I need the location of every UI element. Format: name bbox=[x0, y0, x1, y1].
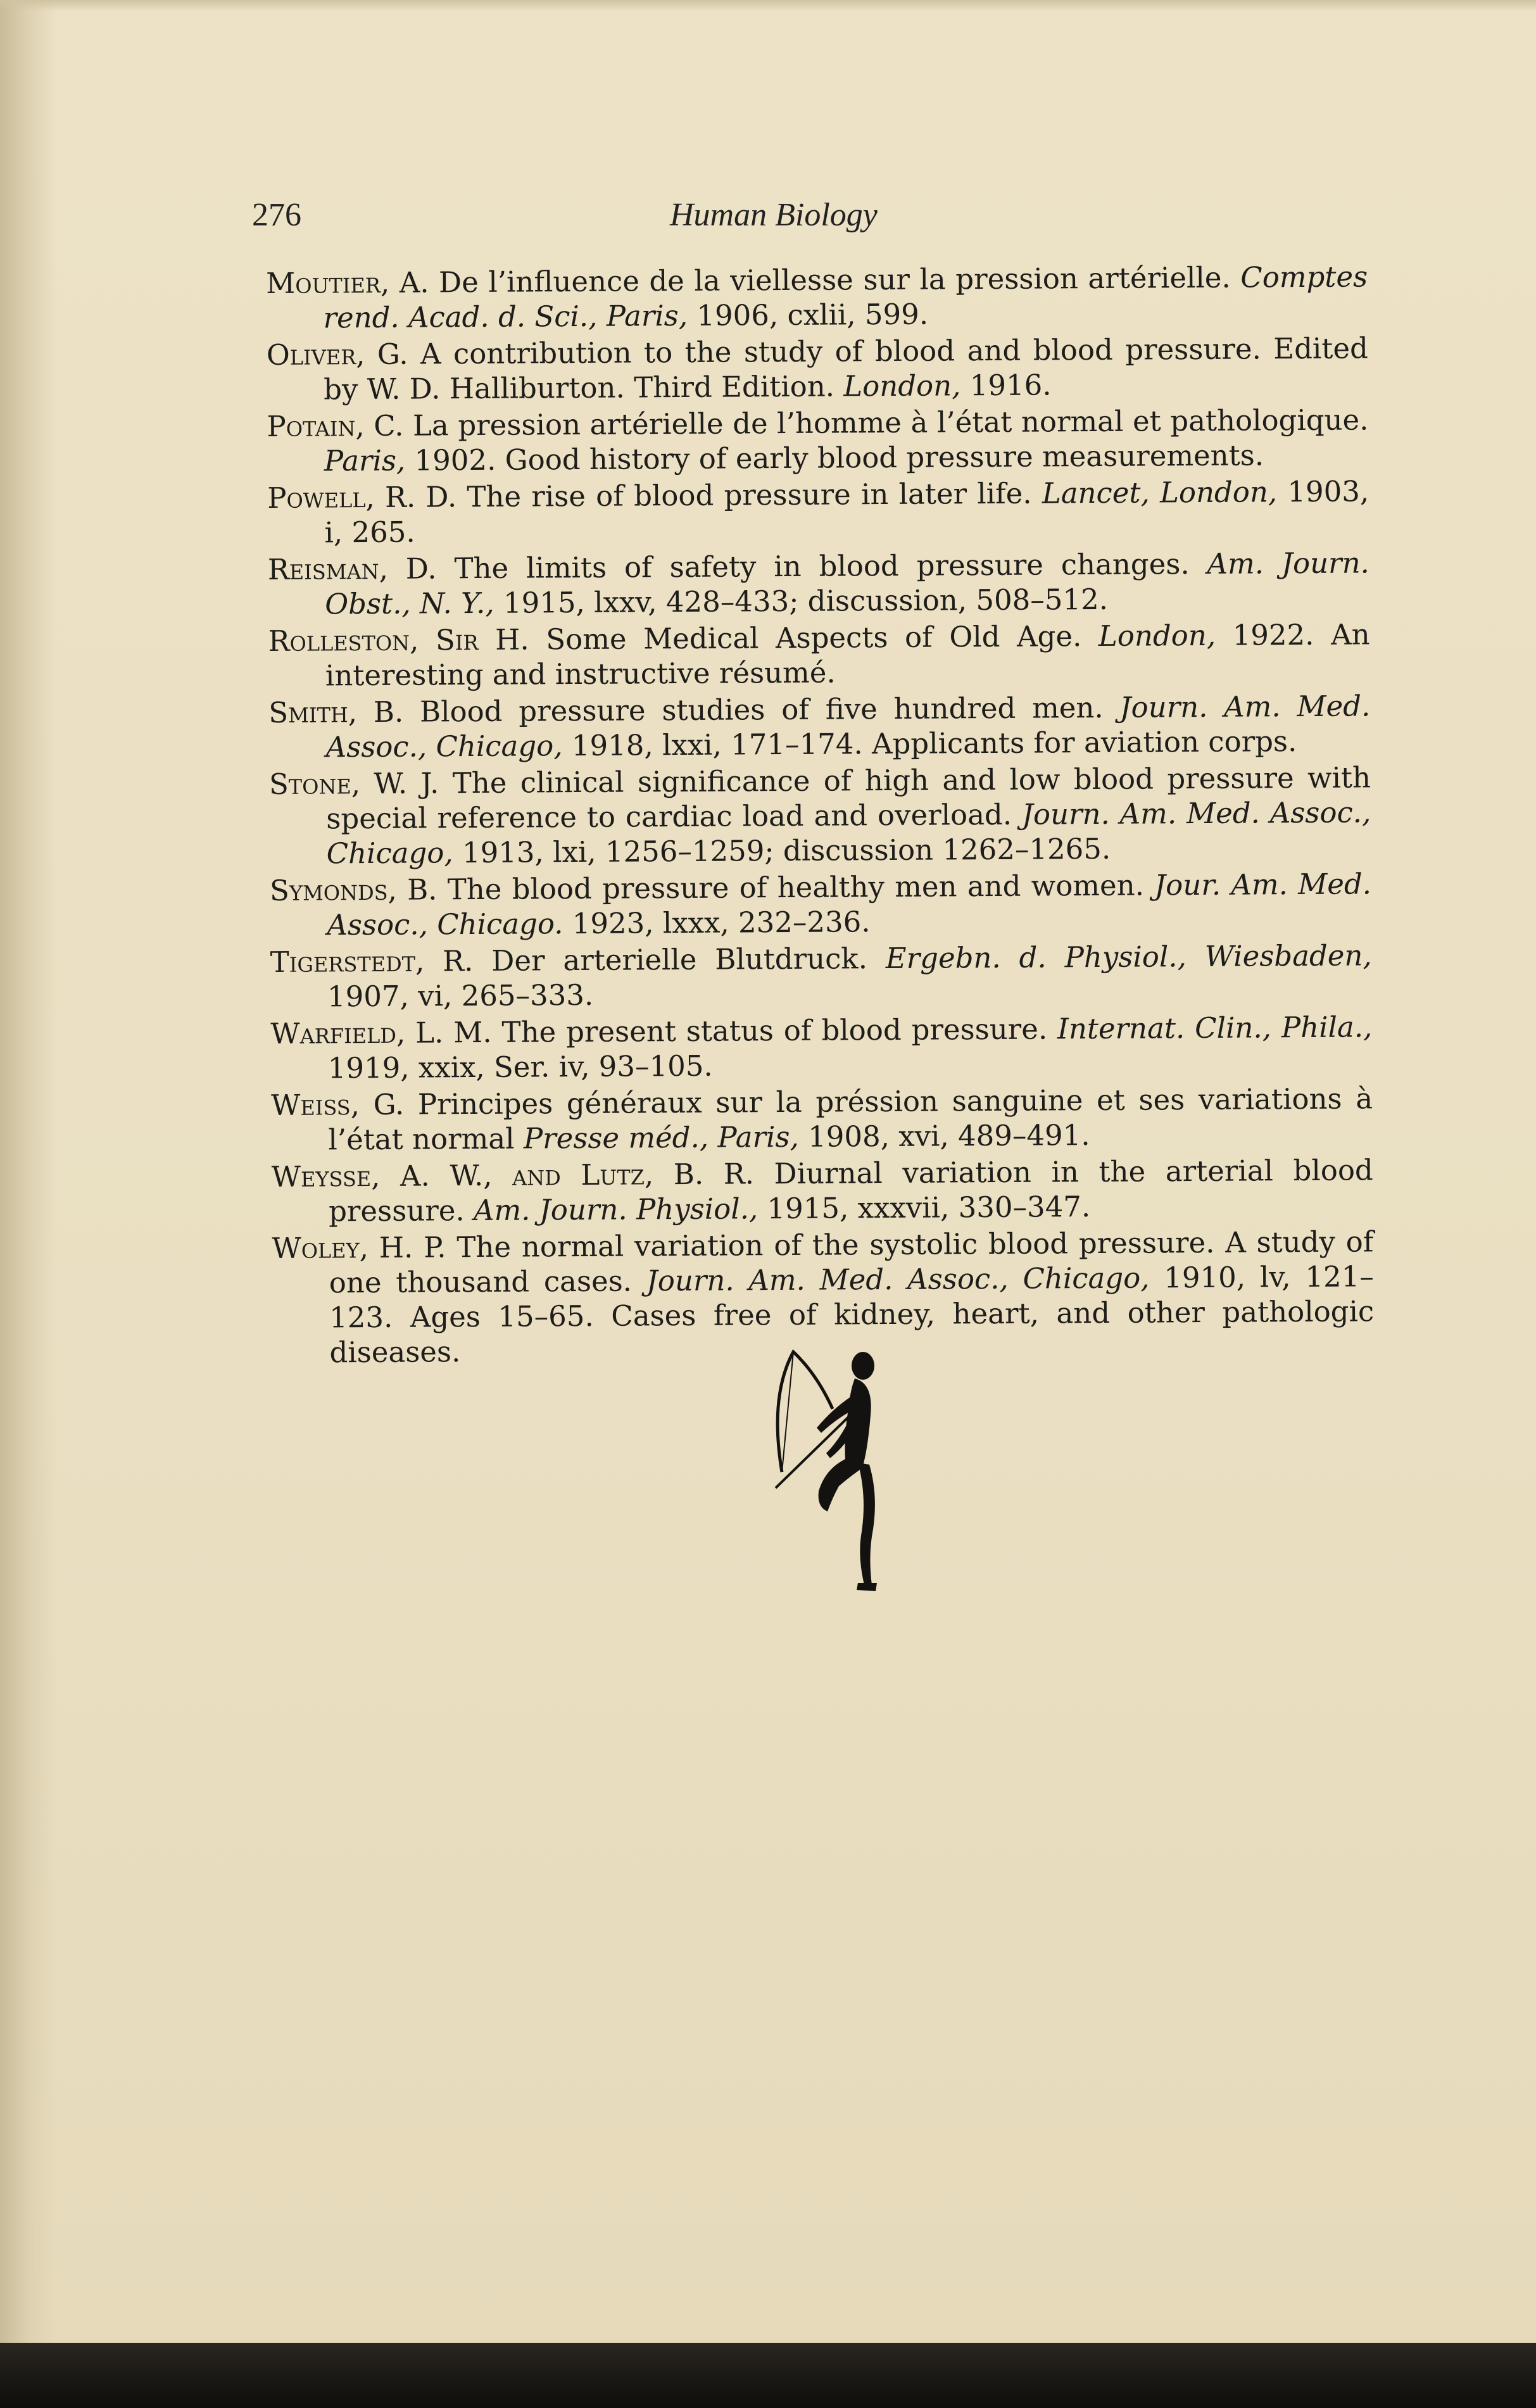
running-title: Human Biology bbox=[670, 197, 878, 233]
reference-source: Ergebn. d. Physiol., Wiesbaden, bbox=[885, 938, 1372, 976]
reference-text: 1918, lxxi, 171–174. Applicants for aviation corps. bbox=[562, 724, 1297, 763]
archer-foot-icon bbox=[857, 1583, 877, 1591]
reference-source: Comptes rend. Acad. d. Sci., Paris, bbox=[323, 260, 1368, 335]
reference-text: Der arterielle Blutdruck. bbox=[473, 942, 886, 978]
reference-text: 1903, i, 265. bbox=[324, 474, 1369, 550]
reference-author: Oliver, G. bbox=[266, 337, 408, 372]
reference-author: Weiss, G. bbox=[270, 1087, 405, 1122]
reference-author: Moutier, A. bbox=[266, 265, 429, 300]
reference-entry bbox=[270, 866, 1372, 943]
reference-text: 1907, vi, 265–333. bbox=[327, 978, 594, 1014]
reference-entry bbox=[270, 1009, 1373, 1086]
reference-entry bbox=[269, 760, 1371, 871]
reference-entry bbox=[268, 688, 1371, 765]
page-top-shadow bbox=[0, 0, 1536, 11]
reference-entry bbox=[267, 402, 1369, 479]
reference-entry bbox=[267, 474, 1369, 550]
reference-text: 1916. bbox=[960, 368, 1052, 403]
bow-icon bbox=[777, 1352, 833, 1472]
reference-author: Reisman, D. bbox=[267, 552, 437, 586]
reference-source: Presse méd., Paris, bbox=[523, 1119, 799, 1156]
reference-text: De l’influence de la viellesse sur la pression artérielle. bbox=[429, 260, 1241, 299]
reference-text: Blood pressure studies of five hundred men. bbox=[403, 690, 1120, 729]
archer-head-icon bbox=[852, 1352, 874, 1380]
reference-text: 1922. An interesting and instructive résumé. bbox=[325, 617, 1370, 693]
reference-source: Journ. Am. Med. Assoc., Chicago, bbox=[646, 1261, 1150, 1298]
reference-entry bbox=[271, 1081, 1373, 1157]
archer-leg-icon bbox=[858, 1463, 875, 1585]
reference-author: Warfield, L. M. bbox=[270, 1015, 492, 1050]
archer-leg-icon bbox=[819, 1456, 861, 1511]
reference-text: A contribution to the study of blood and blood pressure. Edited by W. D. Halliburton. Third Edition. bbox=[324, 331, 1369, 407]
reference-source: Paris, bbox=[324, 443, 406, 478]
reference-text: The blood pressure of healthy men and women. bbox=[437, 868, 1155, 907]
reference-entry bbox=[266, 259, 1368, 336]
reference-source: London, bbox=[843, 369, 961, 403]
reference-author: Symonds, B. bbox=[269, 873, 438, 907]
reference-author: Smith, B. bbox=[268, 695, 404, 729]
reference-author: Stone, W. J. bbox=[268, 766, 439, 801]
reference-text: The present status of blood pressure. bbox=[491, 1012, 1058, 1049]
reference-entry bbox=[267, 331, 1369, 407]
reference-source: Internat. Clin., Phila., bbox=[1057, 1010, 1373, 1046]
page-edge-shadow bbox=[0, 0, 57, 2343]
reference-source: Journ. Am. Med. Assoc., Chicago, bbox=[325, 689, 1371, 764]
reference-source: Jour. Am. Med. Assoc., Chicago. bbox=[327, 867, 1372, 942]
reference-text: The clinical significance of high and low blood pressure with special reference to cardiac load and overload. bbox=[326, 760, 1371, 836]
reference-source: Am. Journ. Physiol., bbox=[473, 1192, 759, 1228]
reference-author: Woley, H. P. bbox=[272, 1230, 446, 1265]
bowstring-icon bbox=[782, 1352, 793, 1472]
reference-author: Tigerstedt, R. bbox=[270, 944, 474, 979]
reference-text: 1915, lxxv, 428–433; discussion, 508–512. bbox=[494, 582, 1109, 620]
reference-text: 1908, xvi, 489–491. bbox=[798, 1118, 1090, 1154]
reference-text: 1919, xxix, Ser. iv, 93–105. bbox=[327, 1049, 713, 1085]
reference-author: Rolleston, Sir H. bbox=[268, 622, 529, 658]
reference-text: 1910, lv, 121–123. Ages 15–65. Cases free of kidney, heart, and other pathologic diseases. bbox=[329, 1259, 1375, 1370]
reference-entry bbox=[268, 545, 1370, 622]
reference-text: The limits of safety in blood pressure changes. bbox=[436, 546, 1207, 586]
reference-entry bbox=[270, 938, 1373, 1014]
reference-text: Diurnal variation in the arterial blood pressure. bbox=[328, 1153, 1373, 1228]
reference-author: Weysse, A. W., and Lutz, B. R. bbox=[271, 1157, 755, 1194]
reference-text: 1915, xxxvii, 330–347. bbox=[758, 1190, 1091, 1226]
reference-source: London, bbox=[1098, 618, 1216, 653]
page-number: 276 bbox=[252, 197, 301, 233]
reference-source: Am. Journ. Obst., N. Y., bbox=[325, 546, 1370, 621]
reference-text: 1923, lxxx, 232–236. bbox=[563, 905, 871, 941]
reference-entry bbox=[268, 617, 1370, 693]
reference-list bbox=[266, 259, 1375, 1372]
book-binding bbox=[0, 2343, 1536, 2408]
reference-text: Principes généraux sur la préssion sanguine et ses variations à l’état normal bbox=[328, 1081, 1373, 1157]
reference-text: La pression artérielle de l’homme à l’état normal et pathologique. bbox=[403, 403, 1369, 443]
reference-source: Journ. Am. Med. Assoc., Chicago, bbox=[326, 795, 1371, 871]
reference-text: 1906, cxlii, 599. bbox=[687, 297, 929, 332]
reference-text: 1913, lxi, 1256–1259; discussion 1262–1265. bbox=[453, 831, 1111, 870]
reference-text: Some Medical Aspects of Old Age. bbox=[529, 619, 1099, 657]
reference-text: 1902. Good history of early blood pressure measurements. bbox=[405, 438, 1264, 477]
reference-text: The normal variation of the systolic blood pressure. A study of one thousand cases. bbox=[329, 1225, 1374, 1300]
reference-author: Powell, R. D. bbox=[267, 480, 457, 515]
reference-author: Potain, C. bbox=[267, 408, 404, 443]
reference-entry bbox=[272, 1152, 1374, 1229]
reference-source: Lancet, London, bbox=[1042, 475, 1278, 510]
running-head bbox=[252, 190, 1385, 241]
archer-silhouette-icon bbox=[757, 1339, 902, 1592]
reference-text: The rise of blood pressure in later life. bbox=[456, 476, 1043, 514]
